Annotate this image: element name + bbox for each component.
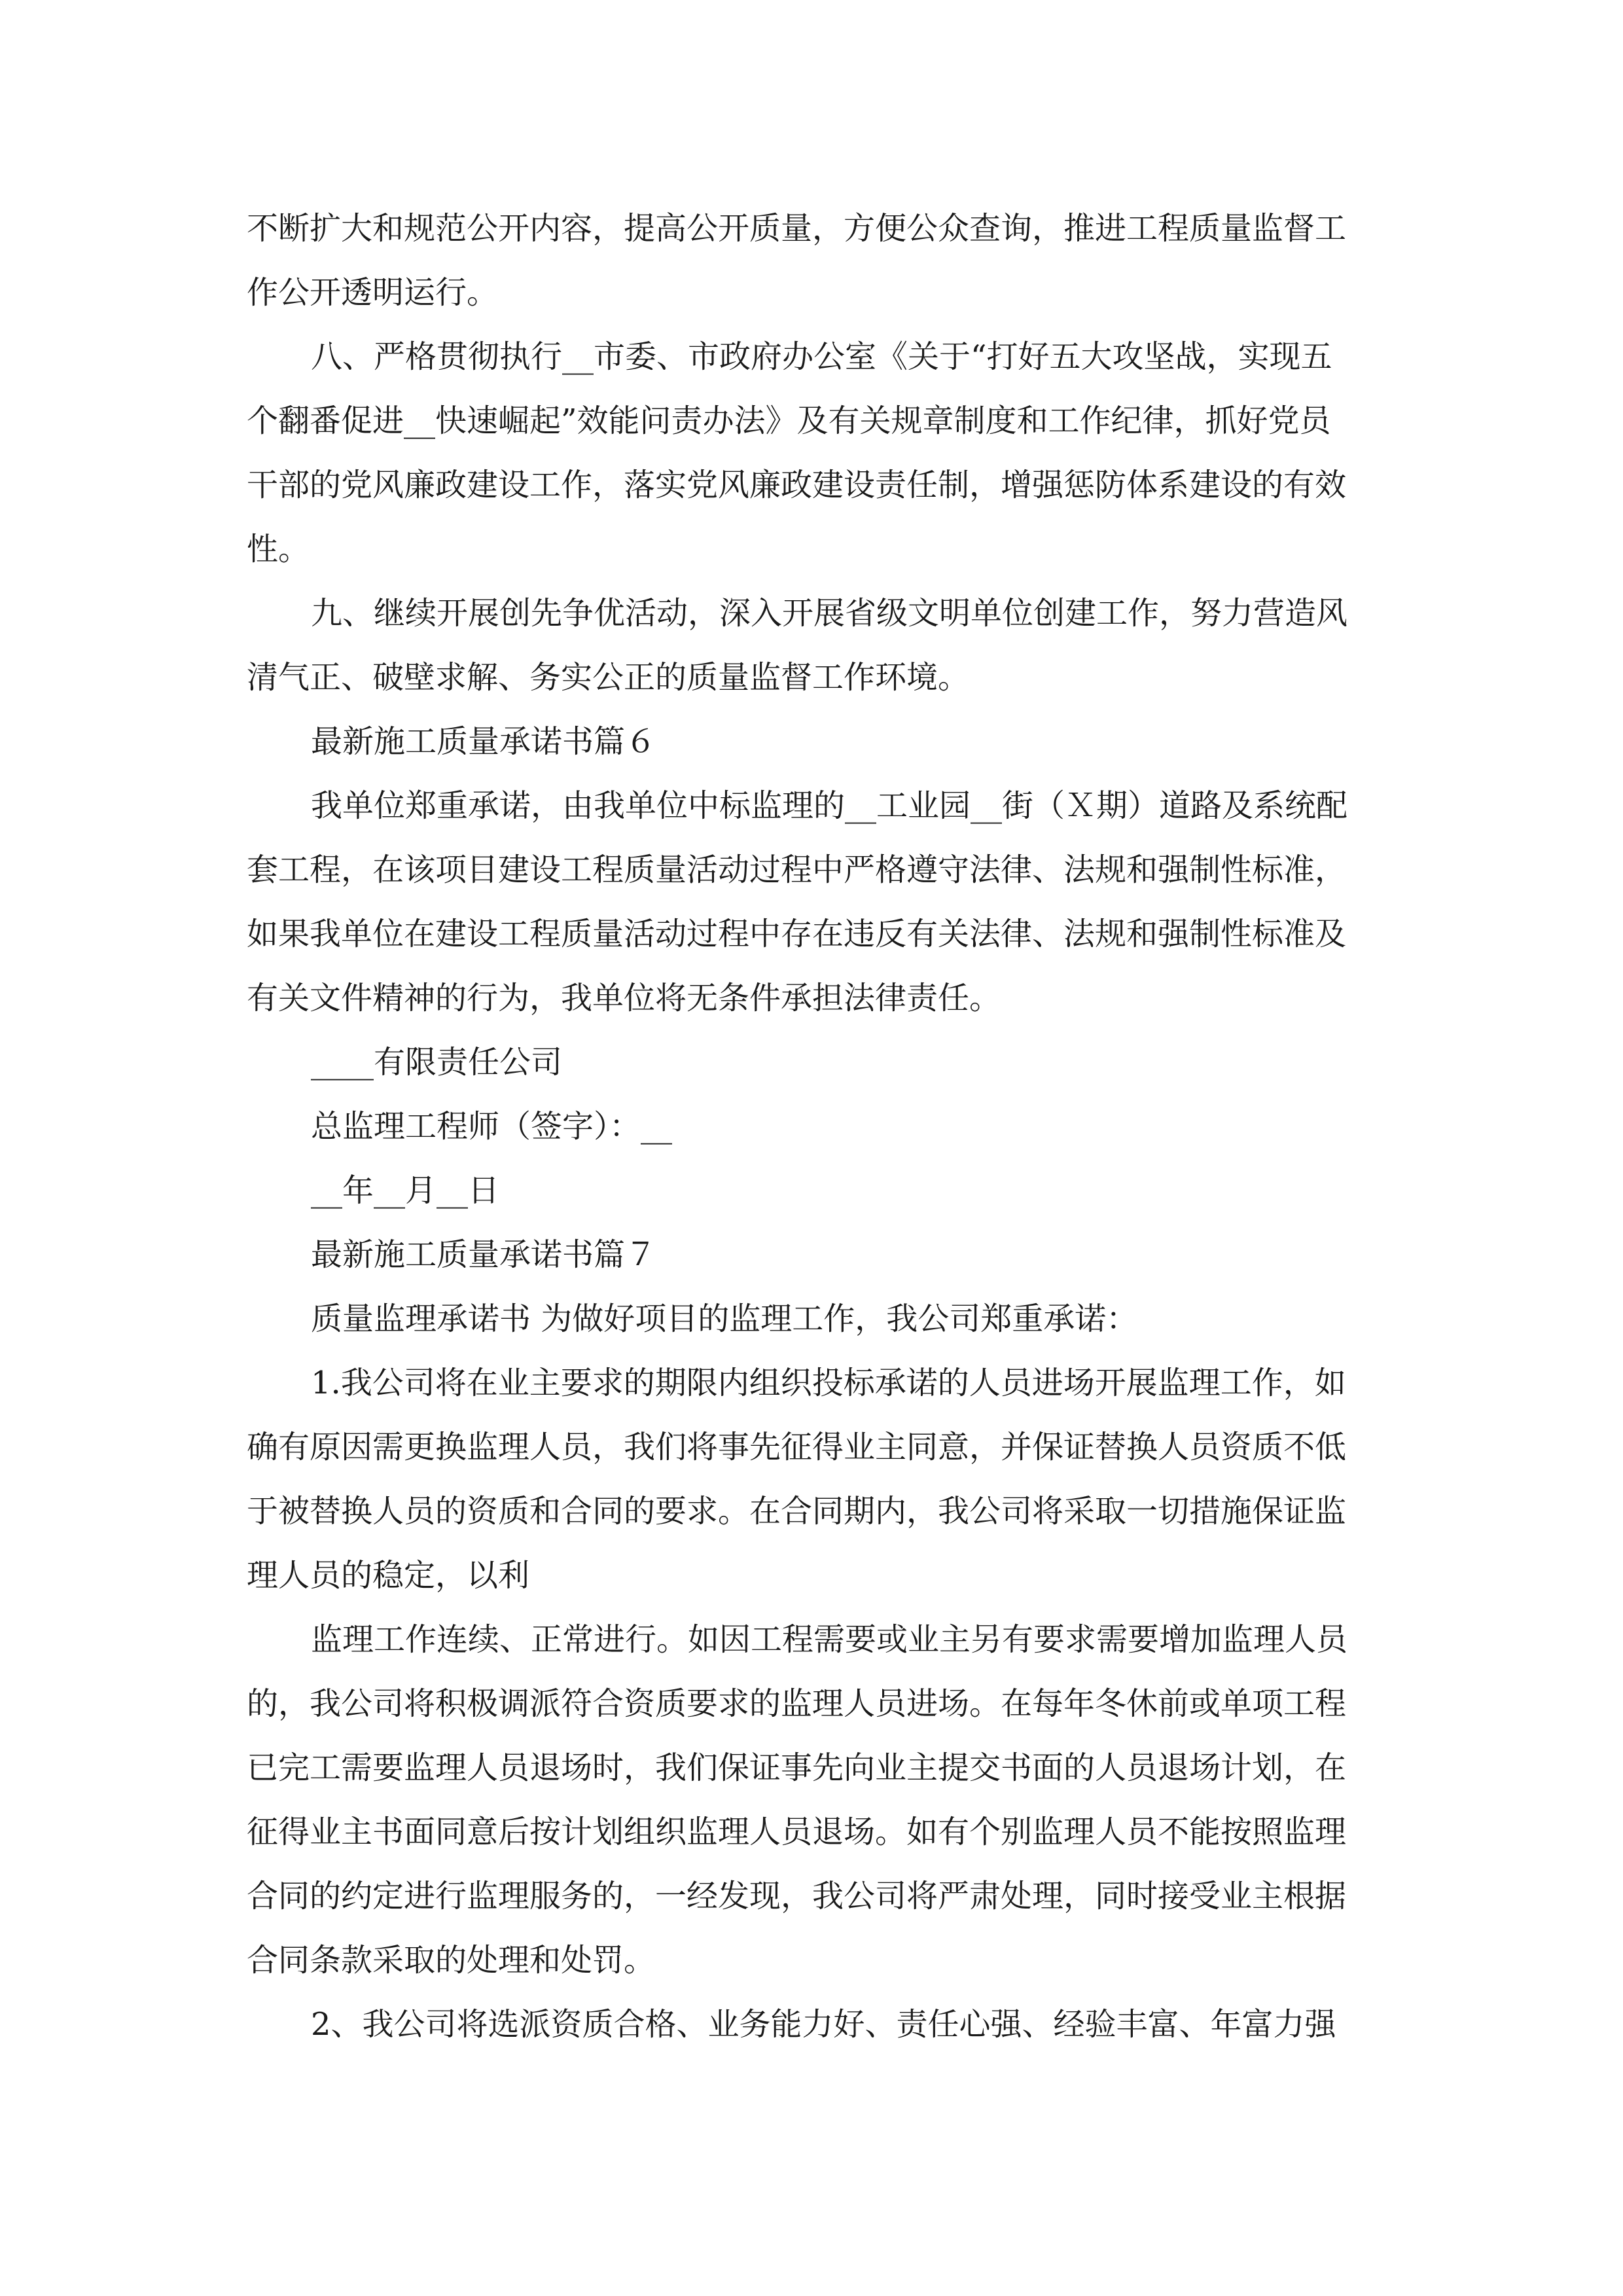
paragraph-commitment-continuation <box>247 1607 1379 1992</box>
text-line: 理人员的稳定，以利 <box>247 1557 530 1594</box>
section-heading-6 <box>247 709 1379 774</box>
text-line: 如果我单位在建设工程质量活动过程中存在违反有关法律、法规和强制性标准及 <box>247 916 1347 952</box>
text-line: 1.我公司将在业主要求的期限内组织投标承诺的人员进场开展监理工作，如 <box>311 1365 1346 1401</box>
text-line: 作公开透明运行。 <box>247 274 499 311</box>
section-title: 最新施工质量承诺书篇７ <box>311 1236 657 1273</box>
paragraph-item-eight <box>247 325 1379 581</box>
text-line: 我单位郑重承诺，由我单位中标监理的__工业园__街（Ｘ期）道路及系统配 <box>311 787 1348 824</box>
text-line: 于被替换人员的资质和合同的要求。在合同期内，我公司将采取一切措施保证监 <box>247 1493 1347 1530</box>
text-line: 不断扩大和规范公开内容，提高公开质量，方便公众查询，推进工程质量监督工 <box>247 210 1347 247</box>
company-name-line: ____有限责任公司 <box>311 1044 563 1081</box>
text-line: 合同条款采取的处理和处罚。 <box>247 1942 656 1979</box>
paragraph-commitment-6 <box>247 774 1379 1030</box>
signature-company <box>247 1030 1379 1094</box>
paragraph-commitment-point-2 <box>247 1992 1379 2056</box>
text-line: 2、我公司将选派资质合格、业务能力好、责任心强、经验丰富、年富力强 <box>311 2006 1336 2043</box>
text-line: 征得业主书面同意后按计划组织监理人员退场。如有个别监理人员不能按照监理 <box>247 1814 1347 1850</box>
text-line: 监理工作连续、正常进行。如因工程需要或业主另有要求需要增加监理人员 <box>311 1621 1348 1658</box>
text-line: 有关文件精神的行为，我单位将无条件承担法律责任。 <box>247 980 1001 1016</box>
signature-date <box>247 1158 1379 1223</box>
text-line: 干部的党风廉政建设工作，落实党风廉政建设责任制，增强惩防体系建设的有效 <box>247 467 1347 503</box>
paragraph-item-nine <box>247 581 1379 709</box>
section-heading-7 <box>247 1223 1379 1287</box>
paragraph-commitment-point-1 <box>247 1351 1379 1607</box>
signature-engineer <box>247 1094 1379 1158</box>
document-page <box>247 196 1379 2056</box>
text-line: 合同的约定进行监理服务的，一经发现，我公司将严肃处理，同时接受业主根据 <box>247 1878 1347 1914</box>
text-line: 质量监理承诺书 为做好项目的监理工作，我公司郑重承诺： <box>311 1300 1138 1337</box>
text-line: 已完工需要监理人员退场时，我们保证事先向业主提交书面的人员退场计划，在 <box>247 1749 1347 1786</box>
paragraph-intro-7 <box>247 1287 1379 1351</box>
text-line: 性。 <box>247 531 310 567</box>
text-line: 的，我公司将积极调派符合资质要求的监理人员进场。在每年冬休前或单项工程 <box>247 1685 1347 1722</box>
paragraph-continued-disclosure <box>247 196 1379 325</box>
signer-line: 总监理工程师（签字）：__ <box>311 1108 673 1145</box>
text-line: 确有原因需更换监理人员，我们将事先征得业主同意，并保证替换人员资质不低 <box>247 1429 1347 1465</box>
date-line: __年__月__日 <box>311 1172 500 1209</box>
text-line: 清气正、破壁求解、务实公正的质量监督工作环境。 <box>247 659 970 696</box>
text-line: 套工程，在该项目建设工程质量活动过程中严格遵守法律、法规和强制性标准， <box>247 852 1347 888</box>
text-line: 个翻番促进__快速崛起”效能问责办法》及有关规章制度和工作纪律，抓好党员 <box>247 403 1331 439</box>
text-line: 八、严格贯彻执行__市委、市政府办公室《关于“打好五大攻坚战，实现五 <box>311 338 1332 375</box>
text-line: 九、继续开展创先争优活动，深入开展省级文明单位创建工作，努力营造风 <box>311 595 1348 632</box>
section-title: 最新施工质量承诺书篇６ <box>311 723 657 760</box>
